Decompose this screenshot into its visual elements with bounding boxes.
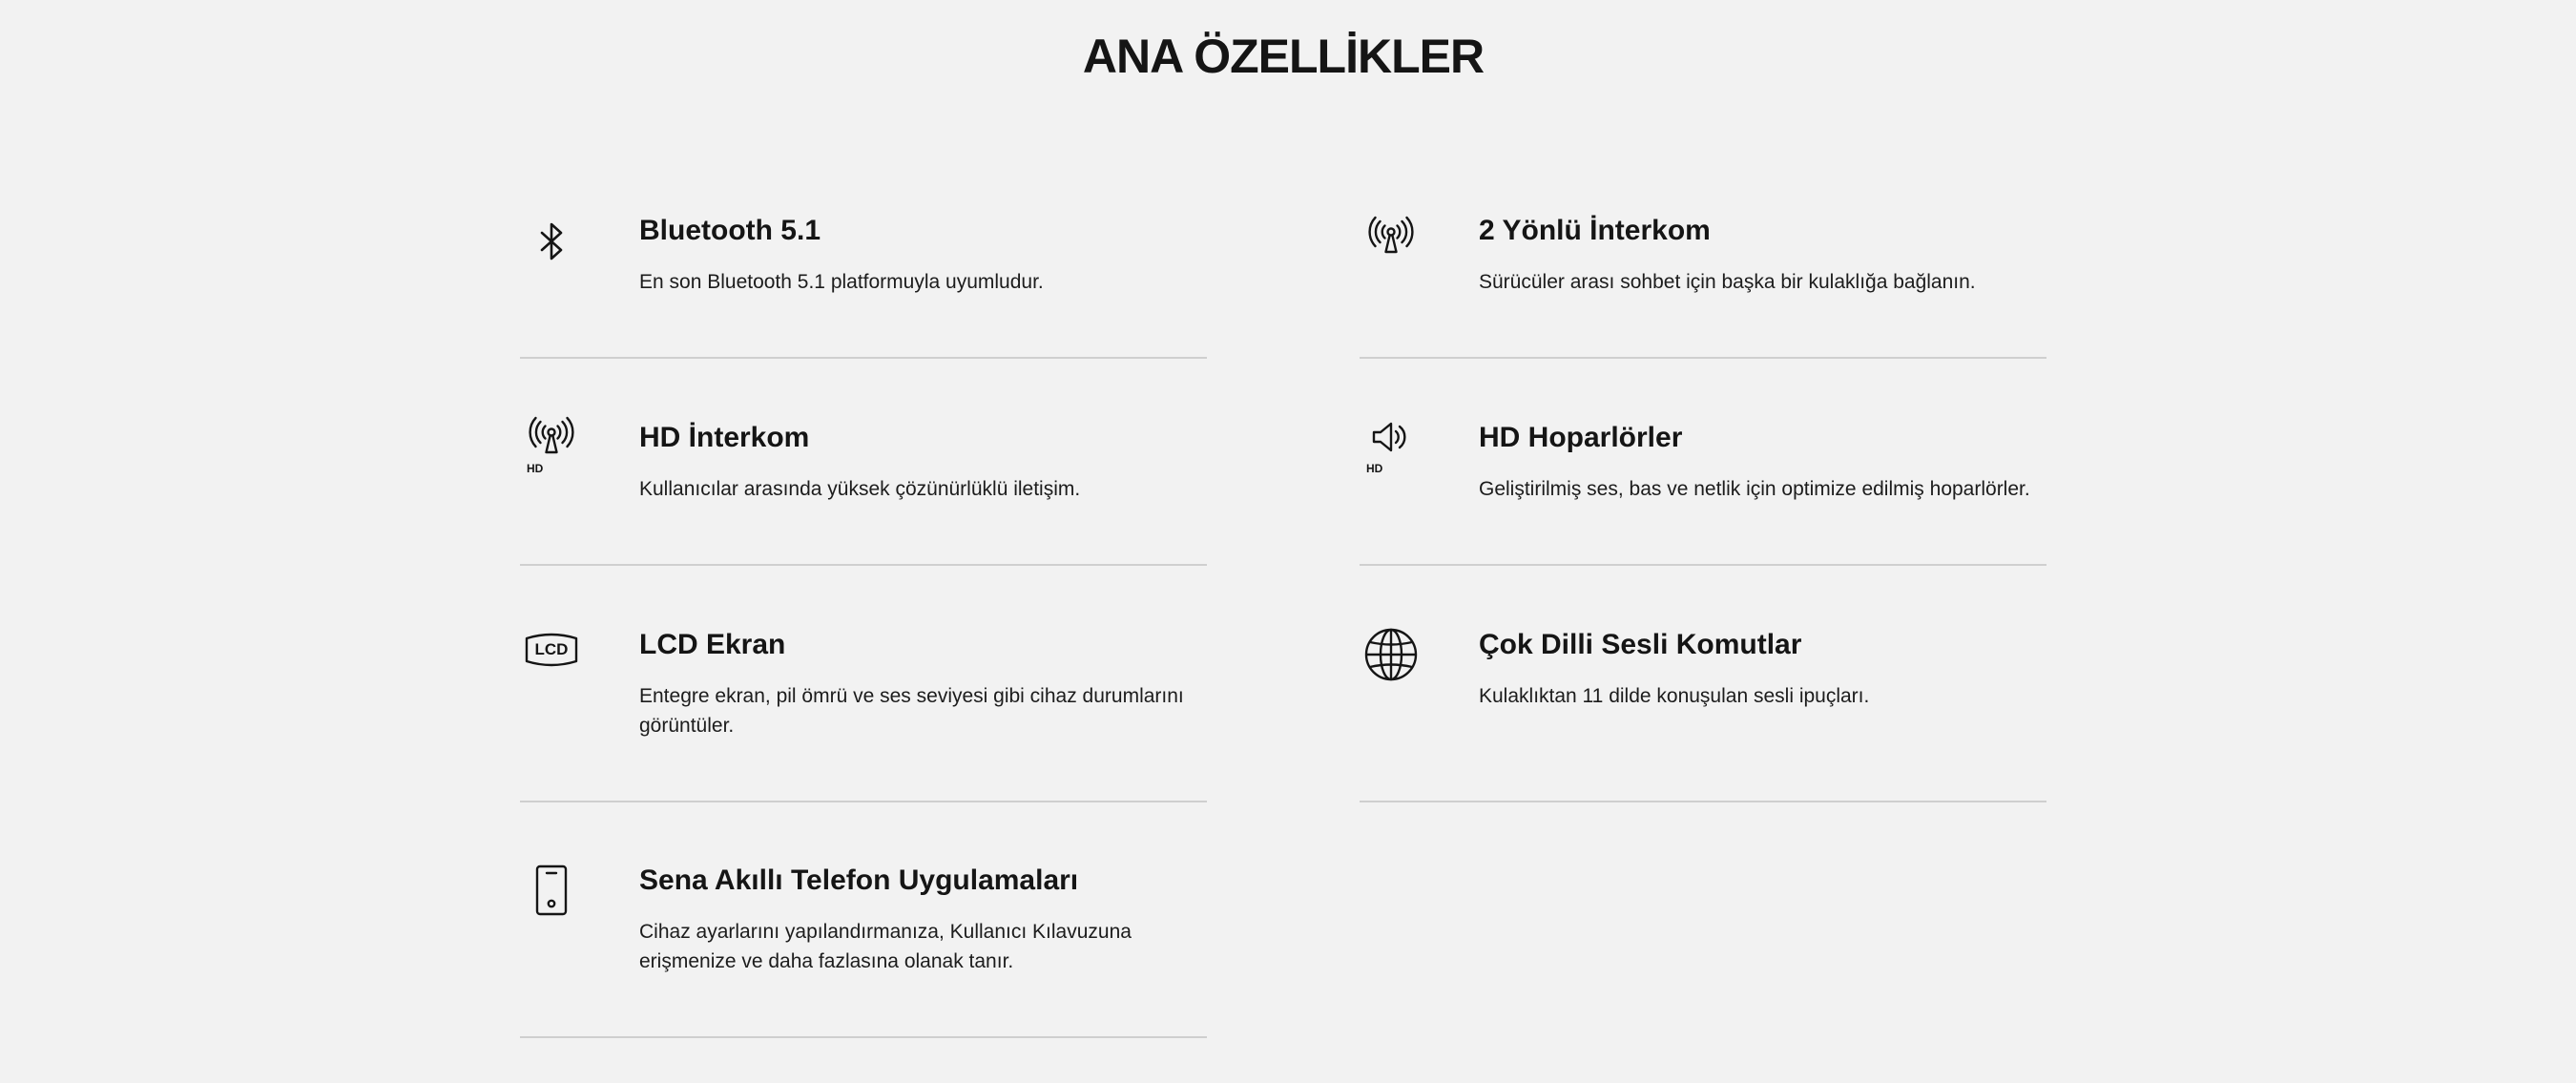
feature-item-smartphone-apps xyxy=(520,862,1207,1038)
lcd-label: LCD xyxy=(534,640,569,658)
intercom-antenna-icon xyxy=(1360,212,1423,275)
feature-item-lcd-screen xyxy=(520,626,1207,802)
feature-title: Çok Dilli Sesli Komutlar xyxy=(1479,629,1802,660)
feature-description: En son Bluetooth 5.1 platformuyla uyumludur. xyxy=(639,271,1044,293)
hd-speaker-icon xyxy=(1360,419,1423,482)
lcd-screen-icon xyxy=(520,626,583,689)
feature-title: Sena Akıllı Telefon Uygulamaları xyxy=(639,864,1079,896)
feature-title: LCD Ekran xyxy=(639,629,786,660)
feature-item-bluetooth xyxy=(520,212,1207,359)
feature-title: HD İnterkom xyxy=(639,422,810,453)
page-title: ANA ÖZELLİKLER xyxy=(1082,30,1485,83)
feature-description: Cihaz ayarlarını yapılandırmanıza, Kullanıcı Kılavuzuna erişmenize ve daha fazlasına olanak tanır. xyxy=(639,921,1132,972)
feature-description: Geliştirilmiş ses, bas ve netlik için optimize edilmiş hoparlörler. xyxy=(1479,478,2030,500)
feature-item-hd-intercom xyxy=(520,419,1207,566)
feature-title: 2 Yönlü İnterkom xyxy=(1479,215,1711,246)
feature-title: Bluetooth 5.1 xyxy=(639,215,821,246)
hd-label: HD xyxy=(527,462,544,475)
feature-title: HD Hoparlörler xyxy=(1479,422,1683,453)
feature-item-voice-commands xyxy=(1360,626,2046,802)
feature-description: Kulaklıktan 11 dilde konuşulan sesli ipuçları. xyxy=(1479,685,1870,707)
feature-item-hd-speakers xyxy=(1360,419,2046,566)
feature-description: Entegre ekran, pil ömrü ve ses seviyesi gibi cihaz durumlarını görüntüler. xyxy=(639,685,1184,737)
feature-description: Sürücüler arası sohbet için başka bir kulaklığa bağlanın. xyxy=(1479,271,1976,293)
feature-description: Kullanıcılar arasında yüksek çözünürlüklü iletişim. xyxy=(639,478,1081,500)
hd-label: HD xyxy=(1366,462,1383,475)
feature-item-two-way-intercom xyxy=(1360,212,2046,359)
globe-icon xyxy=(1360,626,1423,689)
hd-intercom-icon xyxy=(520,419,583,482)
bluetooth-icon xyxy=(520,212,583,275)
smartphone-icon xyxy=(520,862,583,925)
